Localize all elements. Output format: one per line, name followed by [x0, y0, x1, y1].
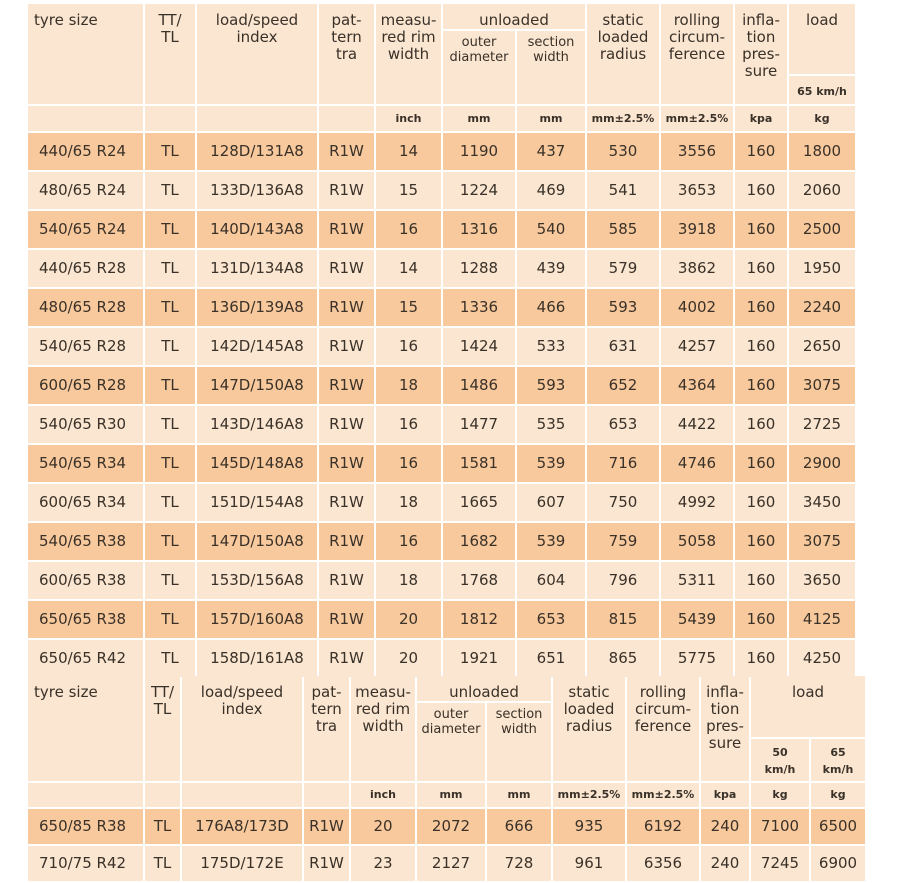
table-cell: 865 — [587, 640, 659, 677]
table-cell: 4125 — [789, 601, 855, 638]
table-cell: 160 — [735, 250, 787, 287]
table-cell: 160 — [735, 289, 787, 326]
table-cell: 16 — [376, 406, 441, 443]
header-speed-50: 50 km/h — [751, 739, 809, 781]
table-cell: 15 — [376, 289, 441, 326]
header-tyre-size: tyre size — [28, 4, 143, 104]
table-cell: TL — [145, 328, 195, 365]
table-cell: 3653 — [661, 172, 733, 209]
header-tt-tl: TT/ TL — [145, 676, 180, 781]
table-cell: 160 — [735, 328, 787, 365]
header-unloaded: unloaded — [417, 676, 551, 701]
unit-label: mm±2.5% — [661, 106, 733, 131]
table-cell: 4746 — [661, 445, 733, 482]
table-cell: R1W — [319, 172, 374, 209]
table-cell: 5439 — [661, 601, 733, 638]
table-cell: 535 — [517, 406, 585, 443]
table-cell: 2650 — [789, 328, 855, 365]
table-row — [28, 562, 855, 599]
table-cell: 540/65 R24 — [28, 211, 143, 248]
table-cell: 539 — [517, 445, 585, 482]
table-cell: 3918 — [661, 211, 733, 248]
table-cell: 14 — [376, 250, 441, 287]
table-cell: 128D/131A8 — [197, 133, 317, 170]
table-cell: 143D/146A8 — [197, 406, 317, 443]
table-cell: 3650 — [789, 562, 855, 599]
table-cell: 716 — [587, 445, 659, 482]
table-cell: 18 — [376, 367, 441, 404]
unit-label: mm — [417, 783, 485, 807]
header-static-radius: static loaded radius — [587, 4, 659, 104]
table-cell: 160 — [735, 445, 787, 482]
header-rolling-circumference: rolling circum- ference — [627, 676, 699, 781]
table-cell: 1288 — [443, 250, 515, 287]
table-cell: 160 — [735, 172, 787, 209]
table-cell: 437 — [517, 133, 585, 170]
table-cell: 1800 — [789, 133, 855, 170]
table-cell: 815 — [587, 601, 659, 638]
table-row — [28, 484, 855, 521]
table-cell: TL — [145, 562, 195, 599]
table-cell: 15 — [376, 172, 441, 209]
table-row — [28, 846, 865, 881]
table-row — [28, 406, 855, 443]
unit-label: kpa — [701, 783, 749, 807]
table-cell: R1W — [319, 133, 374, 170]
table-cell: 2900 — [789, 445, 855, 482]
table-cell: R1W — [304, 846, 349, 881]
table-cell: 160 — [735, 523, 787, 560]
table-cell: 530 — [587, 133, 659, 170]
table-cell: TL — [145, 523, 195, 560]
table-row — [28, 172, 855, 209]
unit-label: mm±2.5% — [587, 106, 659, 131]
table-cell: 7100 — [751, 809, 809, 844]
table-cell: 3556 — [661, 133, 733, 170]
table-cell: 6500 — [811, 809, 865, 844]
table-cell: 540/65 R38 — [28, 523, 143, 560]
table-cell: 16 — [376, 328, 441, 365]
table-cell: TL — [145, 289, 195, 326]
table-cell: 539 — [517, 523, 585, 560]
header-load-speed-index: load/speed index — [197, 4, 317, 104]
table-row — [28, 250, 855, 287]
table-cell: 1224 — [443, 172, 515, 209]
table-cell: 631 — [587, 328, 659, 365]
table-cell: 160 — [735, 640, 787, 677]
table-cell: 160 — [735, 406, 787, 443]
header-rim-width: measu- red rim width — [351, 676, 415, 781]
header-inflation-pressure: infla- tion pres- sure — [701, 676, 749, 781]
table-cell: TL — [145, 172, 195, 209]
table-cell: 653 — [517, 601, 585, 638]
table-cell: 140D/143A8 — [197, 211, 317, 248]
table-cell: 728 — [487, 846, 551, 881]
table-cell: 439 — [517, 250, 585, 287]
unit-label: mm±2.5% — [553, 783, 625, 807]
table-cell: 1682 — [443, 523, 515, 560]
table-cell: 160 — [735, 133, 787, 170]
table-cell: 18 — [376, 562, 441, 599]
header-section-width: section width — [517, 31, 585, 104]
table-cell: 480/65 R24 — [28, 172, 143, 209]
table-cell: 710/75 R42 — [28, 846, 143, 881]
table-cell: 20 — [351, 809, 415, 844]
table-cell: 153D/156A8 — [197, 562, 317, 599]
header-outer-diameter: outer diameter — [443, 31, 515, 104]
table-cell: 600/65 R34 — [28, 484, 143, 521]
table-cell: R1W — [319, 367, 374, 404]
header-load-speed-index: load/speed index — [182, 676, 302, 781]
table-row — [28, 640, 855, 677]
table-cell: 142D/145A8 — [197, 328, 317, 365]
header-outer-diameter: outer diameter — [417, 703, 485, 781]
table-cell: 759 — [587, 523, 659, 560]
header-tyre-size: tyre size — [28, 676, 143, 781]
table-row — [28, 601, 855, 638]
table-cell: 2060 — [789, 172, 855, 209]
table-cell: 158D/161A8 — [197, 640, 317, 677]
table-row — [28, 367, 855, 404]
header-rolling-circumference: rolling circum- ference — [661, 4, 733, 104]
header-unloaded: unloaded — [443, 4, 585, 29]
table-cell: 175D/172E — [182, 846, 302, 881]
table-cell: 480/65 R28 — [28, 289, 143, 326]
table-cell: 2500 — [789, 211, 855, 248]
table-cell: 1950 — [789, 250, 855, 287]
table-cell: TL — [145, 250, 195, 287]
header-pattern: pat- tern tra — [319, 4, 374, 104]
unit-label: mm — [487, 783, 551, 807]
table-cell: 585 — [587, 211, 659, 248]
table-cell: 1768 — [443, 562, 515, 599]
table-cell: 147D/150A8 — [197, 523, 317, 560]
table-cell: 4257 — [661, 328, 733, 365]
unit-label: kg — [789, 106, 855, 131]
table-cell: 160 — [735, 367, 787, 404]
table-row — [28, 289, 855, 326]
table-cell: 666 — [487, 809, 551, 844]
table-cell: TL — [145, 406, 195, 443]
table-cell: R1W — [319, 211, 374, 248]
table-cell: 440/65 R28 — [28, 250, 143, 287]
table-cell: 1581 — [443, 445, 515, 482]
table-cell: 136D/139A8 — [197, 289, 317, 326]
table-cell: 469 — [517, 172, 585, 209]
table-cell: 1665 — [443, 484, 515, 521]
table-cell: TL — [145, 484, 195, 521]
header-rim-width: measu- red rim width — [376, 4, 441, 104]
table-cell: 796 — [587, 562, 659, 599]
table-cell: 176A8/173D — [182, 809, 302, 844]
table-cell: 16 — [376, 445, 441, 482]
table-cell: 3450 — [789, 484, 855, 521]
table-row — [28, 809, 865, 844]
table-cell: 1424 — [443, 328, 515, 365]
table-cell: 4422 — [661, 406, 733, 443]
table-cell: 20 — [376, 601, 441, 638]
table-cell: TL — [145, 445, 195, 482]
table-cell: 3862 — [661, 250, 733, 287]
table-cell: 16 — [376, 211, 441, 248]
table-cell: 16 — [376, 523, 441, 560]
table-cell: 1316 — [443, 211, 515, 248]
table-cell: 5775 — [661, 640, 733, 677]
table-row — [28, 445, 855, 482]
table-cell: 579 — [587, 250, 659, 287]
tyre-spec-table-2 — [26, 674, 867, 883]
table-cell: 160 — [735, 601, 787, 638]
table-cell: 1486 — [443, 367, 515, 404]
table-cell: TL — [145, 809, 180, 844]
table-cell: R1W — [319, 484, 374, 521]
table-cell: TL — [145, 367, 195, 404]
table-cell: 145D/148A8 — [197, 445, 317, 482]
table-cell: 240 — [701, 809, 749, 844]
table-cell: 18 — [376, 484, 441, 521]
table-cell: 650/65 R42 — [28, 640, 143, 677]
table-cell: 2725 — [789, 406, 855, 443]
table-cell: 652 — [587, 367, 659, 404]
table-cell: 2240 — [789, 289, 855, 326]
table-cell: 1336 — [443, 289, 515, 326]
header-speed-65: 65 km/h — [789, 76, 855, 104]
table-cell: 1812 — [443, 601, 515, 638]
table-cell: R1W — [319, 328, 374, 365]
table-cell: TL — [145, 211, 195, 248]
table-cell: 1921 — [443, 640, 515, 677]
table-cell: 935 — [553, 809, 625, 844]
table-cell: 157D/160A8 — [197, 601, 317, 638]
unit-label: mm — [517, 106, 585, 131]
table-cell: R1W — [319, 523, 374, 560]
header-section-width: section width — [487, 703, 551, 781]
table-row — [28, 211, 855, 248]
table-cell: 540/65 R30 — [28, 406, 143, 443]
table-cell: TL — [145, 133, 195, 170]
table-cell: R1W — [304, 809, 349, 844]
table-cell: 600/65 R38 — [28, 562, 143, 599]
unit-label: kg — [751, 783, 809, 807]
header-inflation-pressure: infla- tion pres- sure — [735, 4, 787, 104]
table-cell: 23 — [351, 846, 415, 881]
header-pattern: pat- tern tra — [304, 676, 349, 781]
table-cell: 650/65 R38 — [28, 601, 143, 638]
table-cell: 4250 — [789, 640, 855, 677]
table-cell: 20 — [376, 640, 441, 677]
table-cell: 6900 — [811, 846, 865, 881]
unit-label: inch — [351, 783, 415, 807]
table-cell: 151D/154A8 — [197, 484, 317, 521]
table-cell: 1477 — [443, 406, 515, 443]
table-cell: TL — [145, 601, 195, 638]
table-cell: 440/65 R24 — [28, 133, 143, 170]
table-cell: 533 — [517, 328, 585, 365]
table-cell: TL — [145, 846, 180, 881]
table-cell: 3075 — [789, 367, 855, 404]
table-cell: 541 — [587, 172, 659, 209]
table-cell: R1W — [319, 562, 374, 599]
table-row — [28, 523, 855, 560]
table-cell: 1190 — [443, 133, 515, 170]
unit-label: inch — [376, 106, 441, 131]
table-cell: 240 — [701, 846, 749, 881]
table-cell: 600/65 R28 — [28, 367, 143, 404]
table-cell: 4992 — [661, 484, 733, 521]
table-cell: 3075 — [789, 523, 855, 560]
table-cell: 466 — [517, 289, 585, 326]
table-cell: 593 — [517, 367, 585, 404]
table-cell: R1W — [319, 640, 374, 677]
table-cell: 160 — [735, 211, 787, 248]
table-cell: 131D/134A8 — [197, 250, 317, 287]
table-cell: 6192 — [627, 809, 699, 844]
table-cell: 604 — [517, 562, 585, 599]
table-cell: 5058 — [661, 523, 733, 560]
table-cell: 2127 — [417, 846, 485, 881]
table-cell: 14 — [376, 133, 441, 170]
unit-label: mm±2.5% — [627, 783, 699, 807]
table-cell: 653 — [587, 406, 659, 443]
table-cell: 651 — [517, 640, 585, 677]
table-cell: R1W — [319, 250, 374, 287]
unit-label: kg — [811, 783, 865, 807]
table-cell: 160 — [735, 562, 787, 599]
header-speed-65: 65 km/h — [811, 739, 865, 781]
table-cell: 160 — [735, 484, 787, 521]
table-cell: 750 — [587, 484, 659, 521]
table-cell: 7245 — [751, 846, 809, 881]
table-cell: 2072 — [417, 809, 485, 844]
table-cell: 961 — [553, 846, 625, 881]
table-row — [28, 328, 855, 365]
header-load: load — [789, 4, 855, 74]
table-cell: 5311 — [661, 562, 733, 599]
table-cell: 540/65 R34 — [28, 445, 143, 482]
table-cell: R1W — [319, 601, 374, 638]
table-cell: R1W — [319, 289, 374, 326]
header-static-radius: static loaded radius — [553, 676, 625, 781]
table-cell: 540 — [517, 211, 585, 248]
table-cell: 650/85 R38 — [28, 809, 143, 844]
table-cell: 593 — [587, 289, 659, 326]
table-cell: TL — [145, 640, 195, 677]
table-cell: 607 — [517, 484, 585, 521]
table-cell: R1W — [319, 445, 374, 482]
tyre-spec-table-1 — [26, 2, 857, 679]
table-cell: 4364 — [661, 367, 733, 404]
table-cell: 133D/136A8 — [197, 172, 317, 209]
unit-label: kpa — [735, 106, 787, 131]
header-load: load — [751, 676, 865, 737]
unit-label: mm — [443, 106, 515, 131]
header-tt-tl: TT/ TL — [145, 4, 195, 104]
table-cell: 540/65 R28 — [28, 328, 143, 365]
table-row — [28, 133, 855, 170]
table-cell: 147D/150A8 — [197, 367, 317, 404]
table-cell: 4002 — [661, 289, 733, 326]
table-cell: R1W — [319, 406, 374, 443]
table-cell: 6356 — [627, 846, 699, 881]
